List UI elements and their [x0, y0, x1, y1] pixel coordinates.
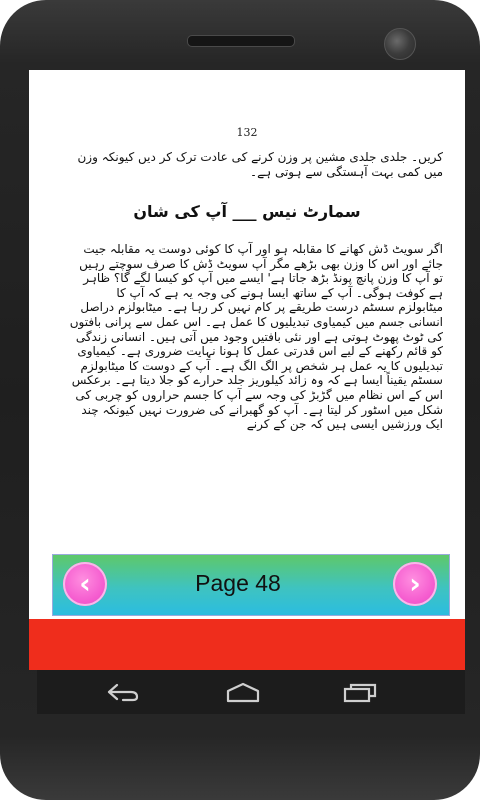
front-camera [384, 28, 416, 60]
system-navigation-bar [37, 670, 465, 714]
body-paragraph: اگر سویٹ ڈش کھانے کا مقابلہ ہو اور آپ کا کوئی دوست یہ مقابلہ جیت جائے اور اس کا وزن بھی بڑھے مگر آپ سویٹ ڈش کا صرف سوچتے رہیں تو آپ کا وزن پانچ پونڈ بڑھ جاتا ہے' ایسے میں آپ کو کیسا لگے گا؟ ظاہر ہے کوفت ہوگی۔ آپ کے ساتھ ایسا ہونے کی وجہ یہ ہے کہ آپ کا میٹابولزم سسٹم درست طریقے پر کام نہیں کر رہا ہے۔ میٹابولزم دراصل انسانی جسم میں کیمیاوی تبدیلیوں کا عمل ہے۔ اس عمل سے پرانی بافتوں کی ٹوٹ پھوٹ ہوتی ہے اور نئی بافتیں وجود میں آتی ہیں۔ انسانی زندگی کو قائم رکھنے کے لیے اس قدرتی عمل کا ہونا نہایت ضروری ہے۔ کیمیاوی تبدیلیوں کا یہ عمل ہر شخص پر الگ الگ ہے۔ آپ کے دوست کا میٹابولزم سسٹم یقیناً ایسا ہے کہ وہ زائد کیلوریز جلد حرارے کو جلا دیتا ہے۔ برعکس اس کے اس نظام میں گڑبڑ کی وجہ سے آپ کا جسم حراروں کو چربی کی شکل میں اسٹور کر لیتا ہے۔ آپ کو گھبرانے کی ضرورت نہیں کیونکہ چند ایک ورزشیں ایسی ہیں کہ جن کے کرنے [69, 242, 443, 432]
recent-apps-icon [341, 681, 379, 703]
home-button[interactable] [223, 678, 263, 706]
recent-apps-button[interactable] [340, 678, 380, 706]
back-button[interactable] [103, 678, 143, 706]
intro-paragraph: کریں۔ جلدی جلدی مشین پر وزن کرنے کی عادت ترک کر دیں کیونکہ وزن میں کمی بہت آہستگی سے ہوتی ہے۔ [77, 150, 443, 179]
page-navigation-bar [52, 554, 450, 616]
home-icon [224, 681, 262, 703]
book-page-number: 132 [236, 126, 258, 139]
next-page-button[interactable] [393, 562, 437, 606]
book-page[interactable] [29, 70, 465, 552]
section-heading: سمارٹ نیس ___ آپ کی شان [133, 202, 361, 221]
app-screen [29, 70, 465, 670]
chevron-right-icon: › [409, 567, 421, 600]
earpiece-speaker [187, 35, 295, 47]
page-indicator: Page 48 [195, 570, 281, 596]
back-arrow-icon [105, 682, 141, 702]
chevron-left-icon: ‹ [79, 567, 91, 600]
previous-page-button[interactable] [63, 562, 107, 606]
ad-banner[interactable] [29, 619, 465, 670]
